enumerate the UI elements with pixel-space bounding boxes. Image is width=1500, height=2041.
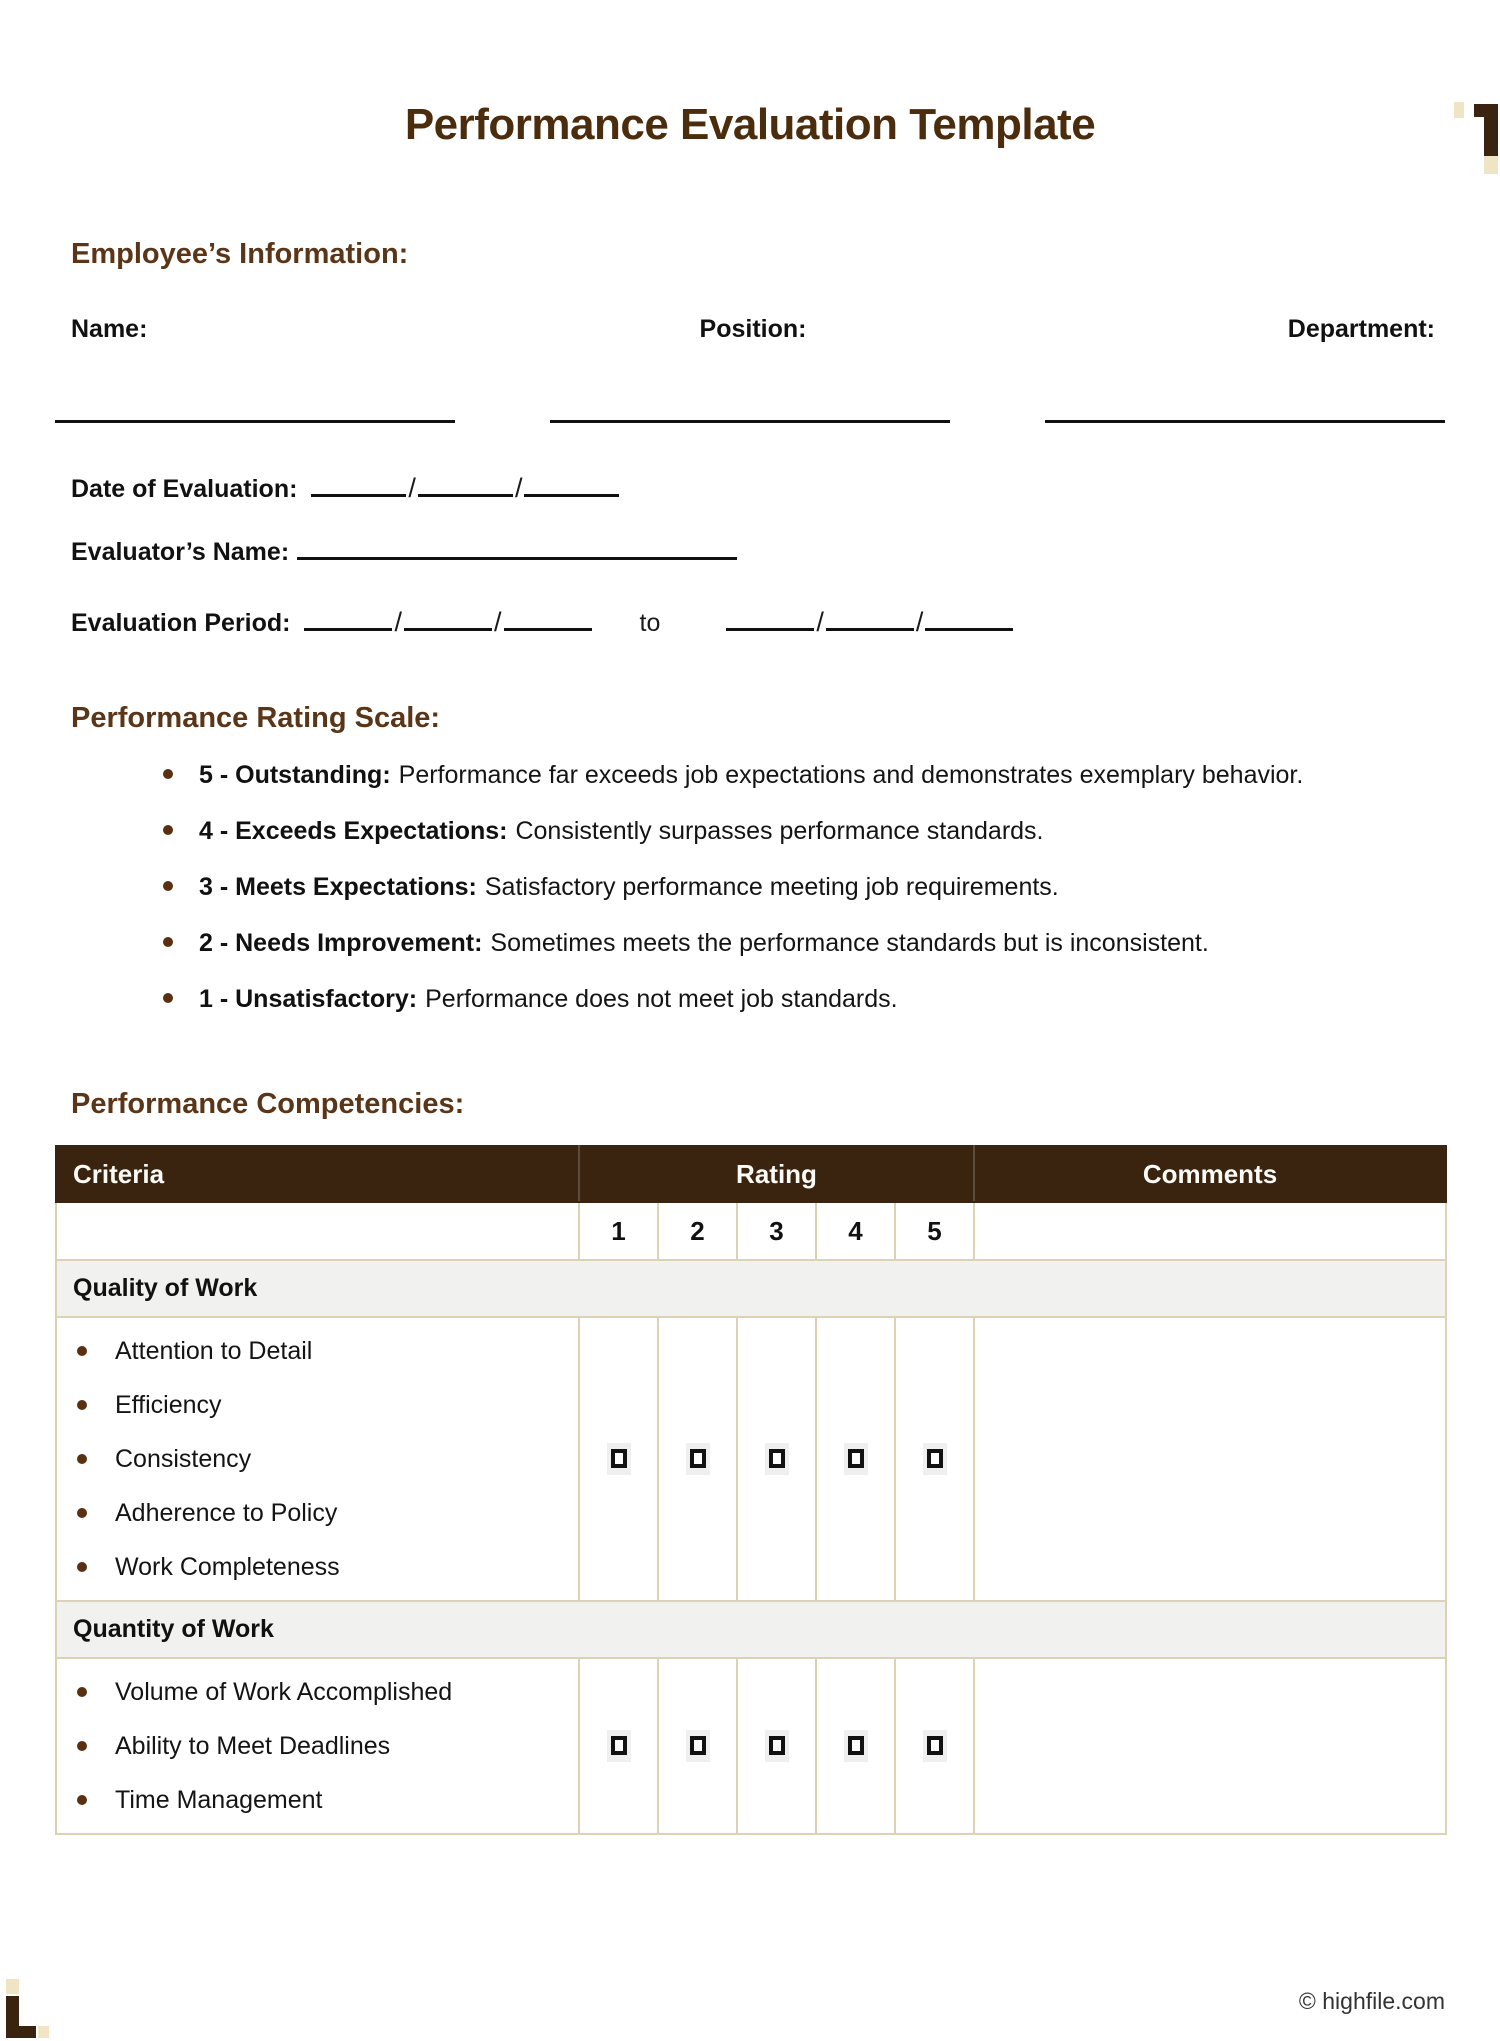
evaluation-period-label: Evaluation Period: (71, 609, 291, 637)
rating-item-label: 1 - Unsatisfactory: (199, 985, 418, 1013)
criteria-item-label: Ability to Meet Deadlines (115, 1731, 391, 1760)
checkbox-backplate (923, 1730, 947, 1762)
criteria-row-quality (56, 1317, 1446, 1601)
position-label: Position: (699, 315, 807, 343)
checkbox-backplate (607, 1730, 631, 1762)
date-slash: / (514, 473, 523, 503)
comments-column-header: Comments (974, 1146, 1446, 1202)
criteria-item (57, 1540, 578, 1594)
criteria-items-cell (56, 1658, 579, 1834)
rating-value-2: 2 (658, 1202, 737, 1260)
bullet-icon (77, 1687, 87, 1697)
date-slash: / (394, 607, 402, 637)
criteria-item (57, 1773, 578, 1827)
criteria-item-label: Time Management (115, 1785, 323, 1814)
checkbox-backplate (607, 1443, 631, 1475)
criteria-item (57, 1486, 578, 1540)
section-row-quantity (56, 1601, 1446, 1658)
rating-cell-2 (658, 1658, 737, 1834)
bullet-icon (163, 993, 173, 1003)
criteria-item (57, 1665, 578, 1719)
criteria-item-label: Attention to Detail (115, 1336, 313, 1365)
section-row-quality (56, 1260, 1446, 1317)
date-blank (418, 494, 513, 497)
rating-cell-2 (658, 1317, 737, 1601)
checkbox-backplate (686, 1443, 710, 1475)
rating-scale-heading: Performance Rating Scale: (71, 702, 441, 734)
document-page (0, 100, 1500, 2041)
rating-cell-3 (737, 1317, 816, 1601)
date-blank (826, 628, 914, 631)
criteria-items-cell (56, 1317, 579, 1601)
empty-cell (56, 1202, 579, 1260)
rating-scale-item (163, 985, 1445, 1014)
evaluator-name-fill-line (297, 557, 737, 560)
date-blank (925, 628, 1013, 631)
criteria-item-label: Adherence to Policy (115, 1498, 338, 1527)
rating-cell-3 (737, 1658, 816, 1834)
rating-checkbox-5[interactable] (927, 1736, 943, 1755)
rating-value-5: 5 (895, 1202, 974, 1260)
checkbox-backplate (844, 1443, 868, 1475)
rating-item-description: Consistently surpasses performance standards. (515, 817, 1044, 845)
corner-cream-accent (1484, 156, 1498, 174)
rating-checkbox-3[interactable] (769, 1736, 785, 1755)
rating-value-1: 1 (579, 1202, 658, 1260)
site-credit: © highfile.com (1298, 1988, 1445, 2014)
corner-brown-bracket (6, 1996, 36, 2038)
criteria-item-label: Efficiency (115, 1390, 222, 1419)
date-blank (304, 628, 392, 631)
rating-cell-5 (895, 1317, 974, 1601)
name-fill-line (55, 420, 455, 423)
rating-values-row (56, 1202, 1446, 1260)
rating-item-label: 5 - Outstanding: (199, 761, 391, 789)
comments-cell[interactable] (974, 1658, 1446, 1834)
rating-cell-5 (895, 1658, 974, 1834)
date-slash: / (408, 473, 416, 503)
competencies-table (55, 1145, 1447, 1835)
empty-cell (974, 1202, 1446, 1260)
rating-checkbox-4[interactable] (848, 1449, 864, 1468)
date-of-evaluation-label: Date of Evaluation: (71, 475, 298, 503)
page-title: Performance Evaluation Template (404, 100, 1096, 149)
date-blanks (311, 473, 619, 504)
date-blank (524, 494, 619, 497)
corner-mark-top-right (1468, 104, 1498, 158)
bullet-icon (77, 1562, 87, 1572)
date-slash: / (816, 607, 824, 637)
name-label: Name: (71, 315, 148, 343)
checkbox-backplate (686, 1730, 710, 1762)
period-to-separator: to (639, 609, 661, 637)
bullet-icon (77, 1741, 87, 1751)
rating-checkbox-1[interactable] (611, 1736, 627, 1755)
competencies-heading: Performance Competencies: (71, 1088, 465, 1120)
evaluator-name-row (71, 538, 1445, 567)
rating-cell-1 (579, 1658, 658, 1834)
rating-checkbox-4[interactable] (848, 1736, 864, 1755)
checkbox-backplate (765, 1443, 789, 1475)
corner-brown-bracket (1474, 104, 1498, 156)
bullet-icon (77, 1346, 87, 1356)
employee-fields-row (71, 315, 1435, 344)
date-of-evaluation-row (71, 473, 1445, 504)
date-blank (504, 628, 592, 631)
criteria-item (57, 1432, 578, 1486)
criteria-item (57, 1719, 578, 1773)
period-start-blanks (304, 607, 591, 638)
criteria-row-quantity (56, 1658, 1446, 1834)
evaluation-period-row (71, 607, 1445, 638)
criteria-column-header: Criteria (56, 1146, 579, 1202)
checkbox-backplate (844, 1730, 868, 1762)
rating-item-description: Performance far exceeds job expectations and demonstrates exemplary behavior. (398, 761, 1304, 789)
criteria-item-label: Consistency (115, 1444, 252, 1473)
rating-value-4: 4 (816, 1202, 895, 1260)
bullet-icon (77, 1795, 87, 1805)
rating-scale-list (163, 761, 1445, 1014)
checkbox-backplate (923, 1443, 947, 1475)
bullet-icon (163, 825, 173, 835)
rating-checkbox-5[interactable] (927, 1449, 943, 1468)
evaluator-name-label: Evaluator’s Name: (71, 538, 290, 566)
bullet-icon (163, 937, 173, 947)
employee-info-heading: Employee’s Information: (71, 238, 409, 270)
table-header-row (56, 1146, 1446, 1202)
rating-checkbox-2[interactable] (690, 1736, 706, 1755)
corner-mark-bottom-left (6, 1994, 38, 2038)
rating-scale-item (163, 929, 1445, 958)
rating-checkbox-2[interactable] (690, 1449, 706, 1468)
rating-column-header: Rating (579, 1146, 974, 1202)
department-label: Department: (1287, 315, 1436, 343)
period-end-blanks (726, 607, 1013, 638)
corner-cream-accent (6, 1979, 19, 1994)
employee-fill-lines (55, 420, 1445, 423)
corner-cream-accent (38, 2026, 49, 2038)
bullet-icon (77, 1508, 87, 1518)
bullet-icon (77, 1454, 87, 1464)
rating-cell-4 (816, 1658, 895, 1834)
checkbox-backplate (765, 1730, 789, 1762)
rating-item-description: Performance does not meet job standards. (425, 985, 898, 1013)
date-slash: / (915, 607, 924, 637)
date-blank (311, 494, 406, 497)
rating-item-label: 2 - Needs Improvement: (199, 929, 483, 957)
rating-item-description: Sometimes meets the performance standards but is inconsistent. (490, 929, 1209, 957)
date-blank (726, 628, 814, 631)
department-fill-line (1045, 420, 1445, 423)
bullet-icon (163, 769, 173, 779)
rating-cell-4 (816, 1317, 895, 1601)
corner-cream-accent (1454, 102, 1464, 118)
position-fill-line (550, 420, 950, 423)
rating-scale-item (163, 761, 1445, 790)
section-name: Quantity of Work (56, 1601, 1446, 1658)
date-slash: / (494, 607, 502, 637)
rating-cell-1 (579, 1317, 658, 1601)
section-name: Quality of Work (56, 1260, 1446, 1317)
rating-checkbox-3[interactable] (769, 1449, 785, 1468)
comments-cell[interactable] (974, 1317, 1446, 1601)
rating-value-3: 3 (737, 1202, 816, 1260)
rating-scale-item (163, 873, 1445, 902)
criteria-item-label: Volume of Work Accomplished (115, 1677, 453, 1706)
bullet-icon (77, 1400, 87, 1410)
date-blank (404, 628, 492, 631)
rating-item-description: Satisfactory performance meeting job requirements. (484, 873, 1059, 901)
rating-item-label: 4 - Exceeds Expectations: (199, 817, 508, 845)
rating-item-label: 3 - Meets Expectations: (199, 873, 477, 901)
criteria-item-label: Work Completeness (115, 1552, 340, 1581)
bullet-icon (163, 881, 173, 891)
criteria-item (57, 1378, 578, 1432)
criteria-item (57, 1324, 578, 1378)
rating-scale-item (163, 817, 1445, 846)
rating-checkbox-1[interactable] (611, 1449, 627, 1468)
